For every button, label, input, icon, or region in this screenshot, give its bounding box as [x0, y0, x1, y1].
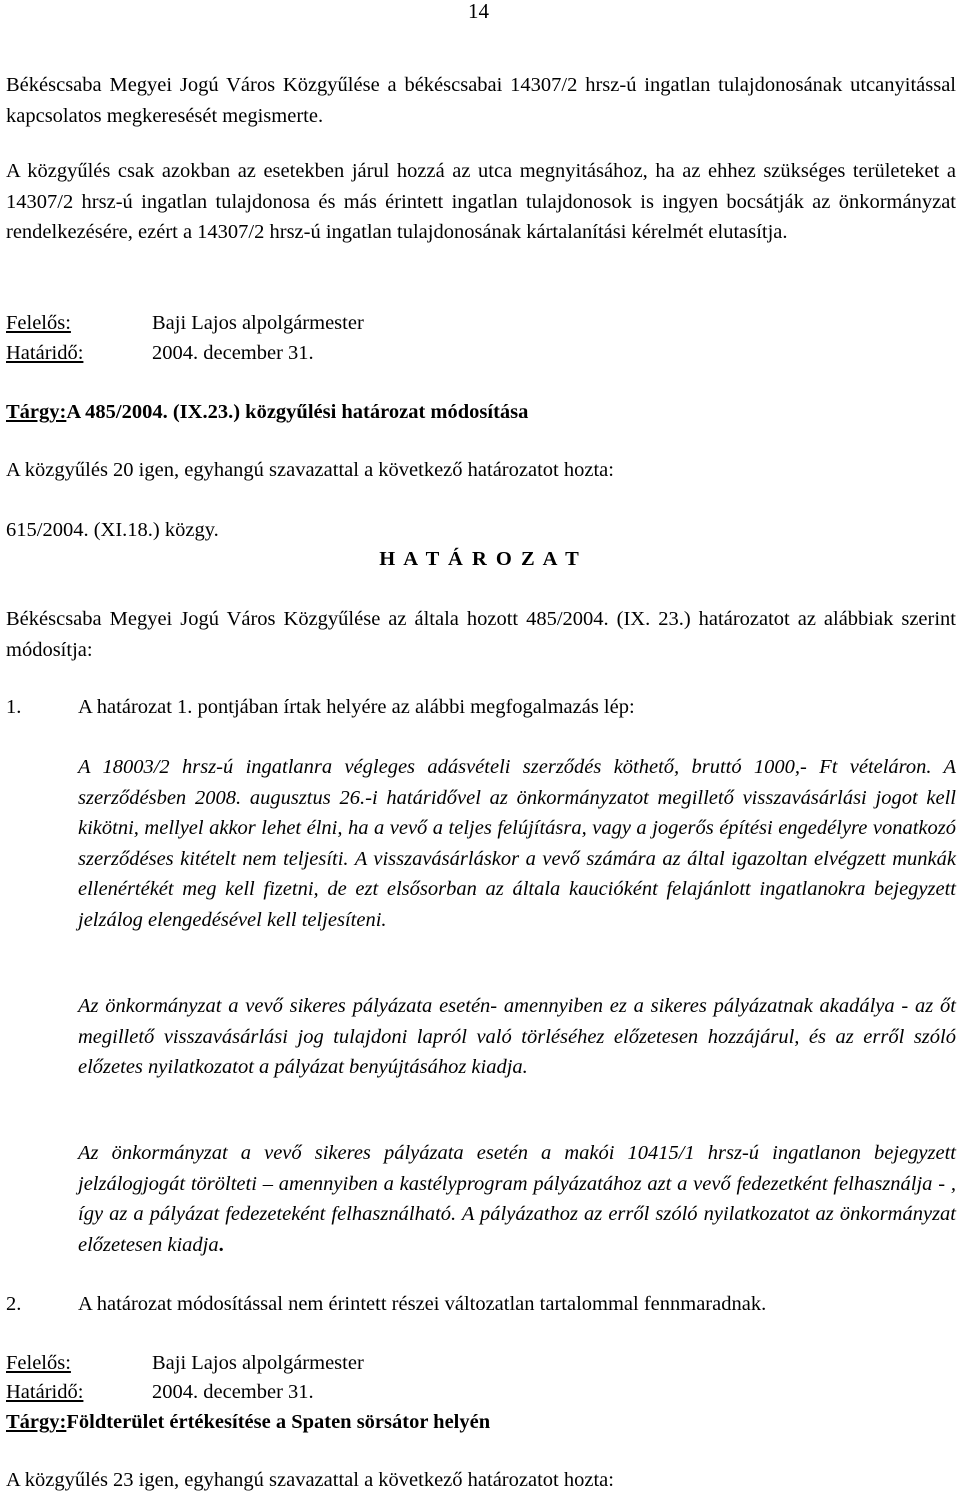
responsible-label: Felelős:: [6, 312, 71, 334]
subject-line-1: [6, 398, 528, 426]
page-number: 14: [468, 0, 489, 23]
resolution-number: 615/2004. (XI.18.) közgy.: [6, 519, 219, 541]
vote-line-1: A közgyűlés 20 igen, egyhangú szavazattal a következő határozatot hozta:: [6, 459, 614, 481]
subject-line-2: [6, 1408, 490, 1436]
subject-value: A 485/2004. (IX.23.) közgyűlési határozat módosítása: [66, 401, 529, 423]
italic-paragraph-3-text: Az önkormányzat a vevő sikeres pályázata esetén a makói 10415/1 hrsz-ú ingatlanon bejegyzett jelzálogjogát törölteti – amennyiben a kastélyprogram pályázatához azt a vevő fedezetként felhasználja - , így az a pályázat fedezeteként felhasználható. A pályázathoz az erről szóló nyilatkozatot az önkormányzat előzetesen kiadja: [78, 1142, 956, 1256]
subject-label: Tárgy:: [6, 1411, 67, 1433]
subject-value: Földterület értékesítése a Spaten sörsátor helyén: [66, 1411, 491, 1433]
responsible-line-2: [6, 1349, 364, 1377]
paragraph-intro: Békéscsaba Megyei Jogú Város Közgyűlése a békéscsabai 14307/2 hrsz-ú ingatlan tulajdonosának utcanyitással kapcsolatos megkeresését megismerte.: [6, 74, 956, 127]
paragraph-condition: A közgyűlés csak azokban az esetekben járul hozzá az utca megnyitásához, ha az ehhez szükséges területeket a 14307/2 hrsz-ú ingatlan tulajdonosa és más érintett ingatlan tulajdonosok is ingyen bocsátják az önkormányzat rendelkezésére, ezért a 14307/2 hrsz-ú ingatlan tulajdonosának kártalanítási kérelmét elutasítja.: [6, 160, 956, 244]
responsible-value: Baji Lajos alpolgármester: [152, 1352, 364, 1374]
responsible-value: Baji Lajos alpolgármester: [152, 312, 364, 334]
item-2-number: 2.: [6, 1293, 22, 1315]
responsible-line-1: [6, 309, 364, 337]
deadline-line-2: [6, 1378, 314, 1406]
item-1-number: 1.: [6, 696, 22, 718]
italic-paragraph-3-end: .: [218, 1233, 224, 1256]
paragraph-amendment: Békéscsaba Megyei Jogú Város Közgyűlése az általa hozott 485/2004. (IX. 23.) határozatot az alábbiak szerint módosítja:: [6, 608, 956, 661]
deadline-label: Határidő:: [6, 1381, 84, 1403]
deadline-line-1: [6, 339, 314, 367]
italic-paragraph-2: Az önkormányzat a vevő sikeres pályázata esetén- amennyiben ez a sikeres pályázatnak akadálya - az őt megillető visszavásárlási jog tulajdoni lapról való törléséhez előzetesen hozzájárul, és az erről szóló előzetes nyilatkozatot a pályázat benyújtásához kiadja.: [78, 995, 956, 1079]
deadline-value: 2004. december 31.: [152, 342, 314, 364]
item-2-text: A határozat módosítással nem érintett részei változatlan tartalommal fennmaradnak.: [78, 1293, 767, 1315]
deadline-value: 2004. december 31.: [152, 1381, 314, 1403]
deadline-label: Határidő:: [6, 342, 84, 364]
item-1: [6, 693, 635, 721]
resolution-heading: H A T Á R O Z A T: [379, 548, 581, 570]
vote-line-2: A közgyűlés 23 igen, egyhangú szavazattal a következő határozatot hozta:: [6, 1469, 614, 1491]
italic-paragraph-1: A 18003/2 hrsz-ú ingatlanra végleges adásvételi szerződés köthető, bruttó 1000,- Ft vételáron. A szerződésben 2008. augusztus 26.-i határidővel az önkormányzatot megillető visszavásárlási jogot kell kikötni, mellyel akkor lehet élni, ha a vevő a teljes felújításra, vagy a jogerős építési engedélyre vonatkozó szerződéses kitételt nem teljesíti. A visszavásárláskor a vevő számára az által igazoltan elvégzett munkák ellenértékét meg kell fizetni, de ezt elsősorban az általa kaucióként felajánlott ingatlanokra bejegyzett jelzálog elengedésével kell teljesíteni.: [78, 756, 956, 931]
subject-label: Tárgy:: [6, 401, 67, 423]
item-2: [6, 1290, 766, 1318]
responsible-label: Felelős:: [6, 1352, 71, 1374]
item-1-text: A határozat 1. pontjában írtak helyére az alábbi megfogalmazás lép:: [78, 696, 635, 718]
italic-paragraph-3: [78, 1138, 956, 1260]
